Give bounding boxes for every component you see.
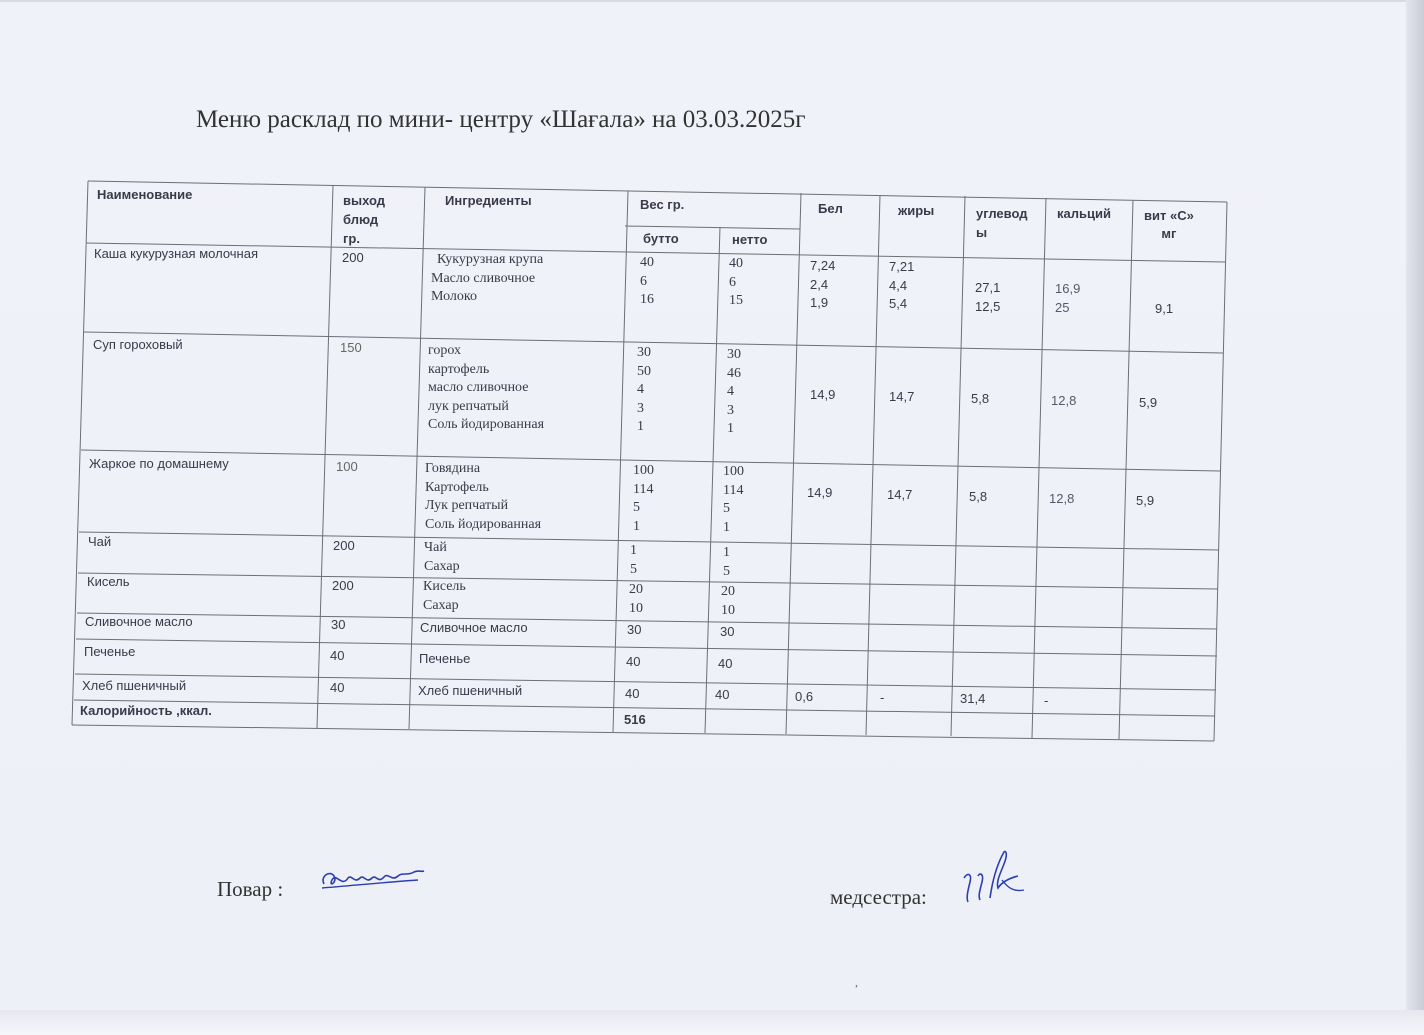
- row-calcium: 12,8: [1051, 393, 1077, 408]
- ingredient: Соль йодированная: [428, 417, 545, 432]
- row-name: Хлеб пшеничный: [82, 678, 187, 693]
- protein-value: 7,24: [810, 258, 836, 273]
- net-value: 5: [723, 501, 730, 516]
- calcium-value: 16,9: [1055, 281, 1081, 296]
- gross-value: 4: [637, 382, 644, 397]
- row-calcium: -: [1044, 693, 1049, 708]
- row-output: 200: [342, 250, 364, 265]
- carbs-value: 27,1: [975, 280, 1001, 295]
- row-fat: 14,7: [887, 487, 913, 502]
- row-output: 100: [336, 459, 358, 474]
- gross-value: 3: [637, 400, 644, 416]
- row-carbs: [975, 279, 1000, 316]
- header-calcium: кальций: [1057, 206, 1111, 221]
- protein-value: 1,9: [810, 295, 829, 310]
- row-name: Кисель: [87, 574, 130, 589]
- row-ingredient: Печенье: [419, 651, 471, 666]
- row-output: 150: [340, 340, 362, 355]
- header-name: Наименование: [97, 187, 193, 202]
- protein-value: 2,4: [810, 276, 829, 292]
- row-net: [727, 346, 741, 439]
- row-name: Печенье: [84, 644, 136, 659]
- ingredient: Соль йодированная: [425, 516, 542, 532]
- row-fat: 14,7: [889, 389, 915, 404]
- net-value: 20: [721, 584, 735, 599]
- ingredient: масло сливочное: [428, 380, 529, 395]
- carbs-value: 12,5: [975, 298, 1001, 314]
- ingredient: Чай: [424, 540, 447, 555]
- row-name: Жаркое по домашнему: [89, 456, 229, 471]
- row-protein: 14,9: [810, 387, 836, 402]
- header-output: [343, 191, 385, 248]
- row-net: [723, 544, 730, 581]
- row-gross: [630, 542, 637, 579]
- row-fat: [889, 258, 914, 314]
- header-net: нетто: [732, 232, 768, 247]
- row-net: 40: [718, 656, 733, 671]
- fat-value: 5,4: [889, 296, 908, 311]
- header-vitc: [1144, 207, 1194, 243]
- net-value: 3: [727, 402, 734, 418]
- document-title: Меню расклад по мини- центру «Шағала» на 03.03.2025г: [196, 106, 806, 133]
- row-calcium: 12,8: [1049, 491, 1075, 506]
- total-value: 516: [624, 712, 646, 727]
- row-fat: -: [880, 690, 885, 705]
- row-ingredients: [423, 578, 466, 615]
- row-output: 30: [331, 617, 346, 632]
- row-ingredients: [431, 251, 544, 307]
- ingredient: Картофель: [425, 479, 489, 495]
- net-value: 1: [723, 545, 730, 560]
- ingredient: Кисель: [423, 579, 466, 594]
- total-label: Калорийность ,ккал.: [80, 703, 212, 718]
- row-calcium: [1055, 280, 1080, 317]
- row-gross: 40: [626, 654, 641, 669]
- ingredient: горох: [428, 343, 462, 358]
- row-gross: [633, 462, 654, 536]
- gross-value: 30: [637, 345, 651, 360]
- row-ingredient: Сливочное масло: [420, 620, 528, 635]
- row-protein: [810, 257, 835, 313]
- header-protein: Бел: [818, 201, 843, 216]
- net-value: 10: [721, 602, 735, 618]
- net-value: 114: [723, 482, 744, 498]
- row-ingredients: [424, 539, 460, 576]
- row-carbs: 31,4: [960, 691, 986, 706]
- header-carbs: [976, 204, 1027, 242]
- row-gross: [637, 344, 651, 437]
- net-value: 5: [723, 563, 730, 579]
- net-value: 100: [723, 464, 744, 479]
- net-value: 15: [729, 293, 743, 308]
- row-name: Чай: [88, 534, 112, 549]
- header-carbs-line-2: ы: [976, 225, 988, 240]
- row-net: 40: [715, 687, 730, 702]
- gross-value: 1: [637, 419, 644, 434]
- row-gross: [640, 254, 654, 310]
- row-vitc: 9,1: [1155, 301, 1174, 316]
- row-name: Каша кукурузная молочная: [94, 246, 258, 261]
- ingredient: Сахар: [423, 597, 459, 613]
- net-value: 6: [729, 274, 736, 290]
- ingredient: Масло сливочное: [431, 270, 536, 286]
- row-name: Сливочное масло: [85, 614, 193, 629]
- header-vitc-line-2: мг: [1161, 226, 1177, 241]
- cook-label: Повар :: [217, 877, 284, 901]
- row-ingredients: [425, 460, 541, 534]
- ingredient: Молоко: [431, 289, 477, 304]
- row-vitc: 5,9: [1136, 493, 1155, 508]
- gross-value: 1: [633, 518, 640, 534]
- row-output: 40: [330, 648, 345, 663]
- header-output-line-2: блюд: [343, 212, 379, 227]
- fat-value: 4,4: [889, 277, 908, 293]
- row-gross: 30: [627, 622, 642, 637]
- header-carbs-line-1: углевод: [976, 206, 1028, 221]
- gross-value: 1: [630, 543, 637, 558]
- net-value: 1: [727, 421, 734, 436]
- ingredient: Сахар: [424, 558, 460, 574]
- row-net: [723, 463, 744, 537]
- ingredient: Говядина: [425, 461, 481, 476]
- gross-value: 40: [640, 255, 654, 270]
- gross-value: 16: [640, 292, 654, 307]
- net-value: 1: [723, 519, 730, 535]
- gross-value: 20: [629, 582, 643, 597]
- fat-value: 7,21: [889, 259, 915, 274]
- row-net: [729, 255, 743, 311]
- ingredient: картофель: [428, 361, 490, 377]
- row-net: 30: [720, 624, 735, 639]
- header-vitc-line-1: вит «С»: [1144, 208, 1194, 223]
- net-value: 30: [727, 347, 741, 362]
- row-protein: 14,9: [807, 485, 833, 500]
- row-ingredient: Хлеб пшеничный: [418, 683, 523, 698]
- ingredient: лук репчатый: [428, 398, 509, 414]
- row-gross: [629, 581, 643, 618]
- gross-value: 6: [640, 273, 647, 289]
- cook-signature: [318, 862, 428, 902]
- row-protein: 0,6: [795, 689, 814, 704]
- gross-value: 50: [637, 363, 651, 379]
- row-vitc: 5,9: [1139, 395, 1158, 410]
- header-output-line-3: гр.: [343, 231, 360, 246]
- row-name: Суп гороховый: [93, 337, 183, 352]
- row-output: 40: [330, 680, 345, 695]
- header-gross: бутто: [643, 231, 679, 246]
- header-fat: жиры: [898, 203, 935, 218]
- nurse-label: медсестра:: [830, 885, 927, 909]
- row-output: 200: [332, 578, 354, 593]
- scan-speck: ,: [855, 975, 858, 989]
- net-value: 4: [727, 384, 734, 399]
- header-output-line-1: выход: [343, 193, 386, 208]
- row-output: 200: [333, 538, 355, 553]
- ingredient: Кукурузная крупа: [437, 252, 544, 267]
- gross-value: 100: [633, 463, 654, 478]
- ingredient: Лук репчатый: [425, 498, 509, 513]
- gross-value: 114: [633, 481, 654, 497]
- calcium-value: 25: [1055, 299, 1070, 315]
- gross-value: 5: [630, 561, 637, 577]
- row-gross: 40: [625, 686, 640, 701]
- gross-value: 10: [629, 600, 643, 616]
- row-ingredients: [428, 342, 544, 435]
- row-net: [721, 583, 735, 620]
- row-carbs: 5,8: [971, 391, 990, 406]
- header-weight: Вес гр.: [640, 197, 685, 212]
- net-value: 46: [727, 365, 741, 381]
- nurse-signature: [958, 848, 1028, 910]
- net-value: 40: [729, 256, 743, 271]
- row-carbs: 5,8: [969, 489, 988, 504]
- gross-value: 5: [633, 500, 640, 515]
- header-ingredients: Ингредиенты: [445, 193, 532, 208]
